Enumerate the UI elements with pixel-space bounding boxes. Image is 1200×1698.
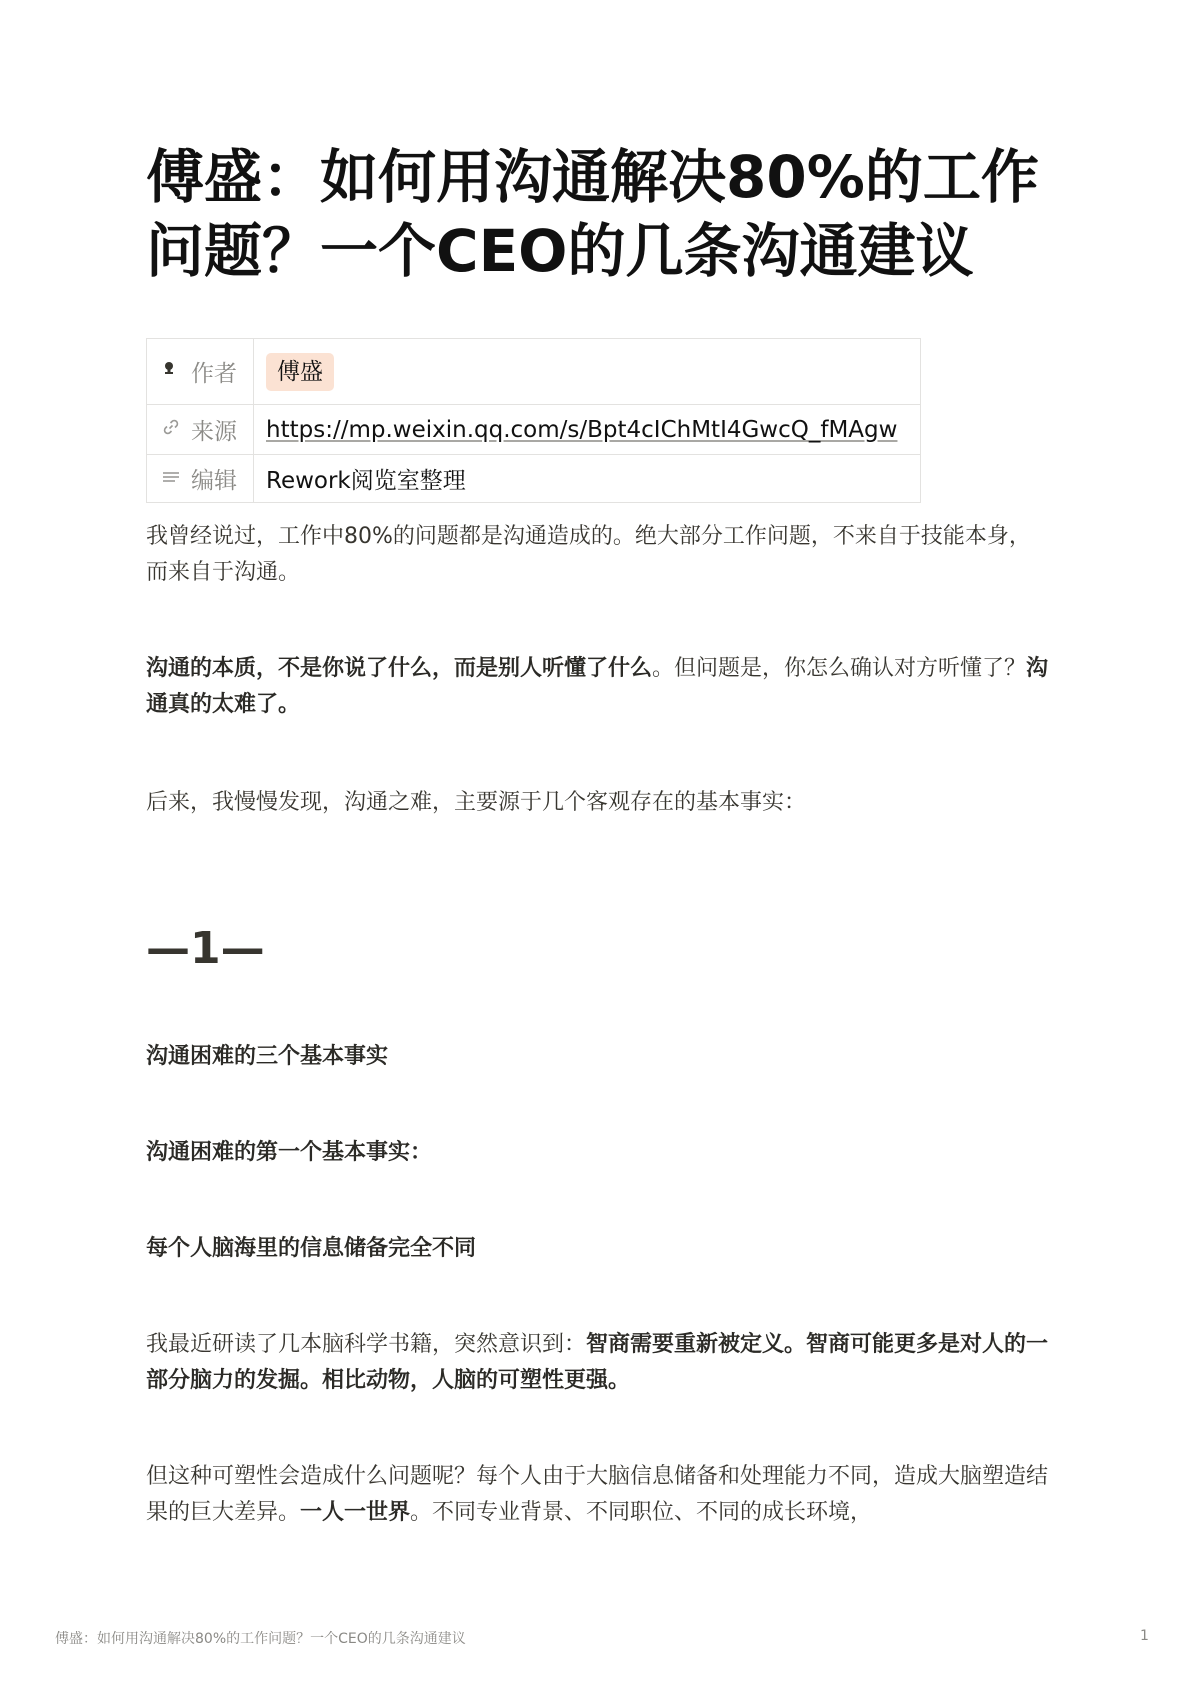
source-link[interactable]: https://mp.weixin.qq.com/s/Bpt4cIChMtI4GwcQ_fMAgw (266, 416, 898, 443)
link-icon (161, 417, 183, 443)
paragraph (146, 1327, 1051, 1399)
bold-text: 一人一世界 (300, 1500, 411, 1525)
paragraph (146, 651, 1051, 723)
bold-text: 智商需要重新被定义。智商可能更多是对人的一部分脑力的发掘。相比动物，人脑的可塑性更强。 (146, 1332, 1049, 1393)
section-number: —1— (146, 923, 265, 974)
page-footer-title: 傅盛：如何用沟通解决80%的工作问题？一个CEO的几条沟通建议 (55, 1631, 466, 1647)
subheading: 沟通困难的第一个基本事实： (146, 1140, 433, 1165)
property-value-source (254, 405, 921, 455)
paragraph (146, 1459, 1051, 1531)
document-page (146, 140, 1051, 1531)
property-key-editor (147, 455, 254, 503)
bold-text: 沟通真的太难了。 (146, 656, 1049, 717)
paragraph: 后来，我慢慢发现，沟通之难，主要源于几个客观存在的基本事实： (146, 790, 807, 815)
author-tag[interactable]: 傅盛 (266, 353, 334, 391)
property-value-editor: Rework阅览室整理 (254, 455, 921, 503)
property-key-source (147, 405, 254, 455)
property-row-source (147, 405, 921, 455)
section-heading: 沟通困难的三个基本事实 (146, 1044, 389, 1069)
bold-text: 沟通的本质，不是你说了什么，而是别人听懂了什么 (146, 656, 653, 681)
paragraph: 我曾经说过，工作中80%的问题都是沟通造成的。绝大部分工作问题，不来自于技能本身，而来自于沟通。 (146, 524, 1031, 585)
property-row-editor (147, 455, 921, 503)
property-key-author (147, 339, 254, 405)
page-title: 傅盛：如何用沟通解决80%的工作问题？一个CEO的几条沟通建议 (146, 143, 1039, 285)
property-row-author (147, 339, 921, 405)
properties-table (146, 338, 921, 503)
property-label: 编辑 (191, 468, 237, 494)
text: 但这种可塑性会造成什么问题呢？每个人由于大脑信息储备和处理能力不同，造成大脑塑造结果的巨大差异。 (146, 1464, 1049, 1525)
text: 我最近研读了几本脑科学书籍，突然意识到： (146, 1332, 587, 1357)
subheading: 每个人脑海里的信息储备完全不同 (146, 1236, 477, 1261)
text: 。但问题是，你怎么确认对方听懂了？ (652, 656, 1027, 681)
page-number: 1 (1140, 1628, 1149, 1644)
property-label: 作者 (191, 361, 237, 387)
property-label: 来源 (191, 419, 237, 445)
property-value-author (254, 339, 921, 405)
text-lines-icon (161, 466, 183, 492)
person-icon (161, 359, 183, 385)
text: 。不同专业背景、不同职位、不同的成长环境， (410, 1500, 873, 1525)
